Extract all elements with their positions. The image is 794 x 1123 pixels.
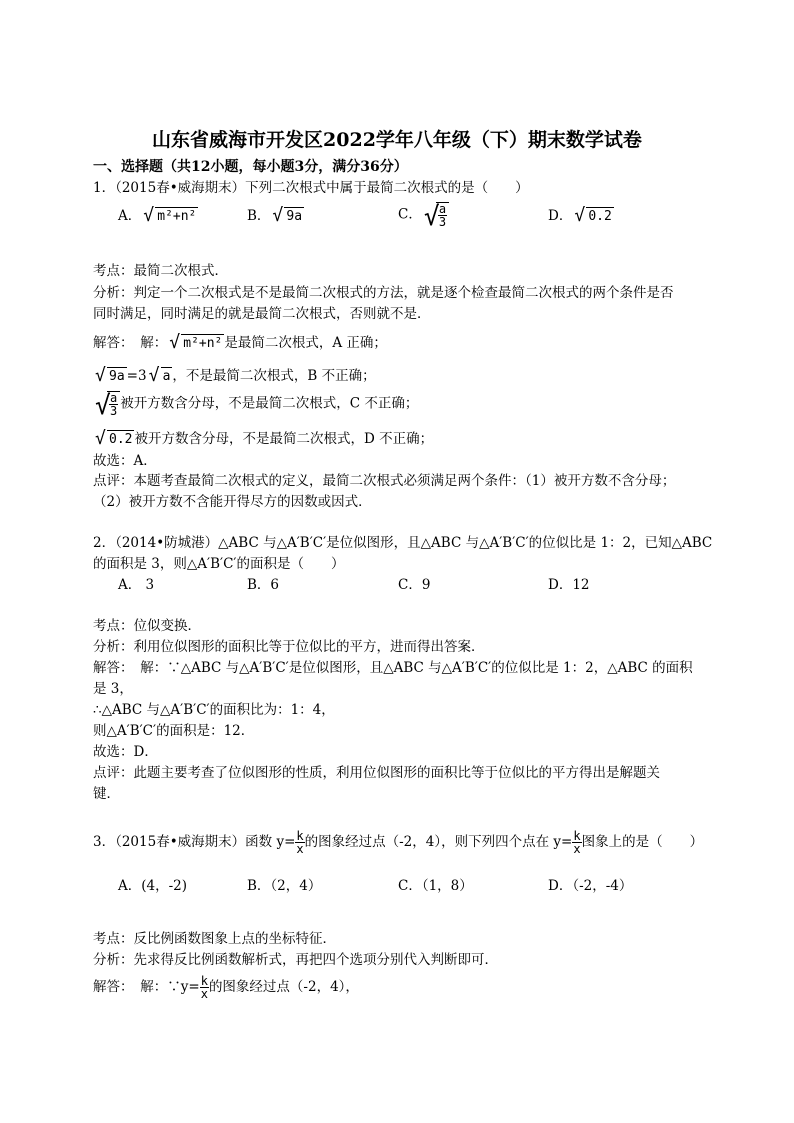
q2-option-b: B．6 — [247, 577, 280, 593]
q2-answer: 故选：D． — [93, 744, 158, 760]
q2-kaodian: 考点：位似变换． — [93, 618, 201, 634]
q3-option-a: A．(4，-2) — [118, 878, 188, 894]
q3-kaodian: 考点：反比例函数图象上点的坐标特征． — [93, 931, 336, 947]
q2-fenxi: 分析：利用位似图形的面积比等于位似比的平方，进而得出答案． — [93, 639, 485, 655]
q3-option-c: C．（1，8） — [398, 878, 473, 894]
q1-option-c: C． √ $\frac{a}{3}$ — [398, 202, 449, 228]
q2-jieda-line4: 则△A′B′C′的面积是：12． — [93, 723, 255, 739]
q2-option-a: A． 3 — [118, 577, 155, 593]
q1-jieda-b: √ 9a =3 √ a ，不是最简二次根式，B 不正确； — [95, 365, 376, 386]
q1-jieda-d: √ 0.2 被开方数含分母，不是最简二次根式，D 不正确； — [95, 428, 434, 449]
q1-dianping-line2: （2）被开方数不含能开得尽方的因数或因式． — [93, 494, 372, 510]
q2-dianping-line1: 点评：此题主要考查了位似图形的性质，利用位似图形的面积比等于位似比的平方得出是解题关 — [93, 765, 660, 781]
q1-jieda-line1: 解答： 解： √ m²+n² 是最简二次根式，A 正确； — [93, 332, 387, 353]
q2-dianping-line2: 键． — [93, 786, 120, 802]
q1-option-b: B． √ 9a — [247, 205, 303, 226]
page-title: 山东省威海市开发区2022学年八年级（下）期末数学试卷 — [152, 129, 642, 151]
q2-jieda-line2: 是 3， — [93, 681, 133, 697]
q1-fenxi-line1: 分析：判定一个二次根式是不是最简二次根式的方法，就是逐个检查最简二次根式的两个条件是否 — [93, 285, 674, 301]
q3-option-b: B．（2，4） — [247, 878, 322, 894]
section-heading: 一、选择题（共12小题，每小题3分，满分36分） — [93, 159, 408, 175]
q3-option-d: D．（-2，-4） — [548, 878, 633, 894]
q2-stem-line1: 2．（2014•防城港）△ABC 与△A′B′C′是位似图形，且△ABC 与△A′B′C′的位似比是 1：2，已知△ABC — [93, 535, 713, 551]
q2-option-d: D．12 — [548, 577, 590, 593]
q2-option-c: C．9 — [398, 577, 431, 593]
q1-stem: 1．（2015春•威海期末）下列二次根式中属于最简二次根式的是（ ） — [93, 180, 529, 196]
q3-jieda: 解答： 解：∵y= $\frac{k}{x}$ 的图象经过点（-2，4）， — [93, 974, 359, 1001]
q3-fenxi: 分析：先求得反比例函数解析式，再把四个选项分别代入判断即可． — [93, 952, 498, 968]
q1-fenxi-line2: 同时满足，同时满足的就是最简二次根式，否则就不是． — [93, 306, 431, 322]
q1-option-a: A． √ m²+n² — [118, 205, 197, 226]
q2-jieda-line1: 解答： 解：∵△ABC 与△A′B′C′是位似图形，且△ABC 与△A′B′C′的位似比是 1：2，△ABC 的面积 — [93, 660, 693, 676]
q2-stem-line2: 的面积是 3，则△A′B′C′的面积是（ ） — [93, 556, 345, 572]
q1-answer: 故选：A． — [93, 453, 157, 469]
q1-dianping-line1: 点评：本题考查最简二次根式的定义，最简二次根式必须满足两个条件：（1）被开方数不含分母； — [93, 473, 676, 489]
q3-stem: 3．（2015春•威海期末）函数 y= $\frac{k}{x}$ 的图象经过点（-2，4），则下列四个点在 y= $\frac{k}{x}$ 图象上的是（ ） — [93, 829, 704, 856]
q1-kaodian: 考点：最简二次根式． — [93, 263, 228, 279]
q1-option-d: D． √ 0.2 — [548, 205, 612, 226]
q2-jieda-line3: ∴△ABC 与△A′B′C′的面积比为：1：4， — [93, 702, 335, 718]
q1-jieda-c: √ $\frac{a}{3}$ 被开方数含分母，不是最简二次根式，C 不正确； — [95, 391, 419, 421]
